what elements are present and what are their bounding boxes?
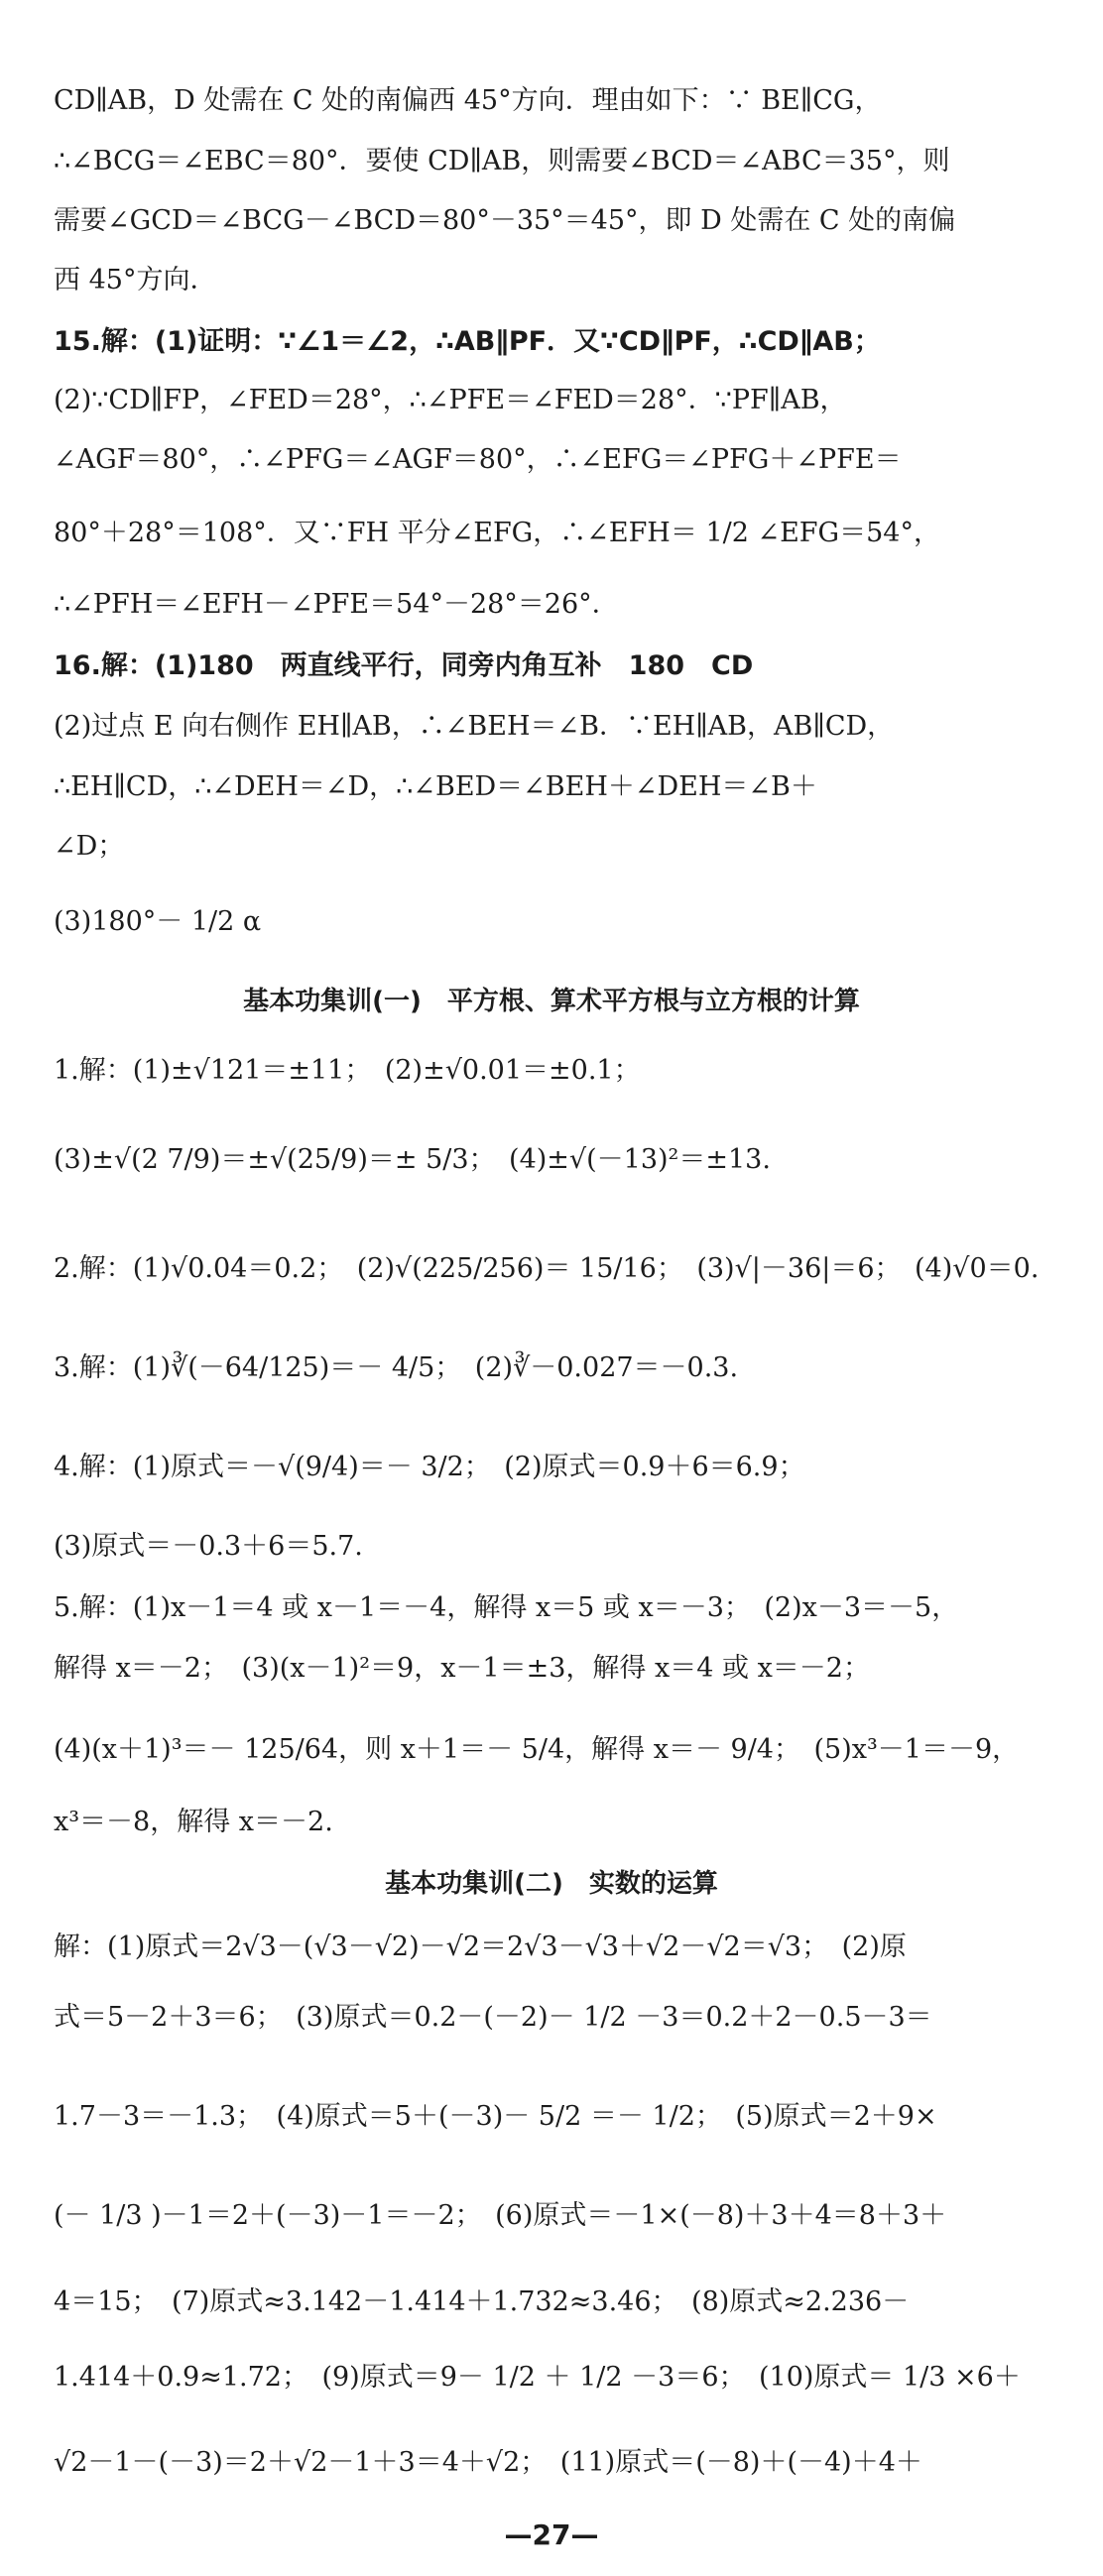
problem-16-line: 16.解：(1)180 两直线平行，同旁内角互补 180 CD	[54, 650, 754, 681]
text-line: 式＝5－2＋3＝6； (3)原式＝0.2－(－2)－ 1/2 －3＝0.2＋2－0.5－3＝	[54, 2002, 932, 2033]
text-line: 解得 x＝－2； (3)(x－1)²＝9，x－1＝±3，解得 x＝4 或 x＝－2；	[54, 1653, 870, 1684]
text-line: 解：(1)原式＝2√3－(√3－√2)－√2＝2√3－√3＋√2－√2＝√3； (2)原	[54, 1932, 907, 1962]
text-line: ∠D；	[54, 831, 125, 862]
text-line: (2)过点 E 向右侧作 EH∥AB，∴∠BEH＝∠B．∵EH∥AB，AB∥CD，	[54, 711, 895, 742]
text-line: 西 45°方向．	[54, 265, 217, 295]
text-line: ∠AGF＝80°，∴∠PFG＝∠AGF＝80°，∴∠EFG＝∠PFG＋∠PFE＝	[54, 444, 902, 475]
text-line: 1.7－3＝－1.3； (4)原式＝5＋(－3)－ 5/2 ＝－ 1/2； (5)原式＝2＋9×	[54, 2101, 937, 2132]
section-heading-2: 基本功集训(二) 实数的运算	[385, 1869, 718, 1899]
text-line: CD∥AB，D 处需在 C 处的南偏西 45°方向．理由如下：∵ BE∥CG，	[54, 85, 882, 116]
text-line: (2)∵CD∥FP，∠FED＝28°，∴∠PFE＝∠FED＝28°．∵PF∥AB，	[54, 385, 847, 415]
text-line: 4.解：(1)原式＝－√(9/4)＝－ 3/2； (2)原式＝0.9＋6＝6.9；	[54, 1452, 805, 1482]
text-line: √2－1－(－3)＝2＋√2－1＋3＝4＋√2； (11)原式＝(－8)＋(－4)＋4＋	[54, 2447, 922, 2478]
text-line: (3)±√(2 7/9)＝±√(25/9)＝± 5/3； (4)±√(－13)²＝±13.	[54, 1144, 771, 1175]
text-line: (－ 1/3 )－1＝2＋(－3)－1＝－2； (6)原式＝－1×(－8)＋3＋4＝8＋3＋	[54, 2200, 947, 2231]
text-line: 5.解：(1)x－1＝4 或 x－1＝－4，解得 x＝5 或 x＝－3； (2)x－3＝－5，	[54, 1592, 959, 1623]
text-line: 80°＋28°＝108°．又∵FH 平分∠EFG，∴∠EFH＝ 1/2 ∠EFG＝54°，	[54, 518, 940, 548]
text-line: 需要∠GCD＝∠BCG－∠BCD＝80°－35°＝45°，即 D 处需在 C 处的南偏	[54, 205, 956, 236]
text-line: 1.解：(1)±√121＝±11； (2)±√0.01＝±0.1；	[54, 1055, 641, 1086]
text-line: (3)原式＝－0.3＋6＝5.7.	[54, 1531, 363, 1562]
text-line: ∴∠PFH＝∠EFH－∠PFE＝54°－28°＝26°．	[54, 589, 619, 620]
text-line: 2.解：(1)√0.04＝0.2； (2)√(225/256)＝ 15/16； (3)√|－36|＝6； (4)√0＝0.	[54, 1253, 1040, 1284]
text-line: (4)(x＋1)³＝－ 125/64，则 x＋1＝－ 5/4，解得 x＝－ 9/4； (5)x³－1＝－9，	[54, 1734, 1020, 1765]
page-number: —27—	[504, 2518, 599, 2551]
text-line: 3.解：(1)∛(－64/125)＝－ 4/5； (2)∛－0.027＝－0.3.	[54, 1352, 739, 1383]
problem-15-line: 15.解：(1)证明：∵∠1＝∠2，∴AB∥PF．又∵CD∥PF，∴CD∥AB；	[54, 326, 881, 357]
text-line: x³＝－8，解得 x＝－2.	[54, 1807, 333, 1837]
text-line: 4＝15； (7)原式≈3.142－1.414＋1.732≈3.46； (8)原式≈2.236－	[54, 2286, 910, 2317]
text-line: ∴EH∥CD，∴∠DEH＝∠D，∴∠BED＝∠BEH＋∠DEH＝∠B＋	[54, 771, 817, 802]
section-heading-1: 基本功集训(一) 平方根、算术平方根与立方根的计算	[243, 987, 860, 1016]
text-line: ∴∠BCG＝∠EBC＝80°．要使 CD∥AB，则需要∠BCD＝∠ABC＝35°，则	[54, 146, 950, 176]
text-line: 1.414＋0.9≈1.72； (9)原式＝9－ 1/2 ＋ 1/2 －3＝6； (10)原式＝ 1/3 ×6＋	[54, 2362, 1021, 2393]
text-line: (3)180°－ 1/2 α	[54, 906, 262, 937]
